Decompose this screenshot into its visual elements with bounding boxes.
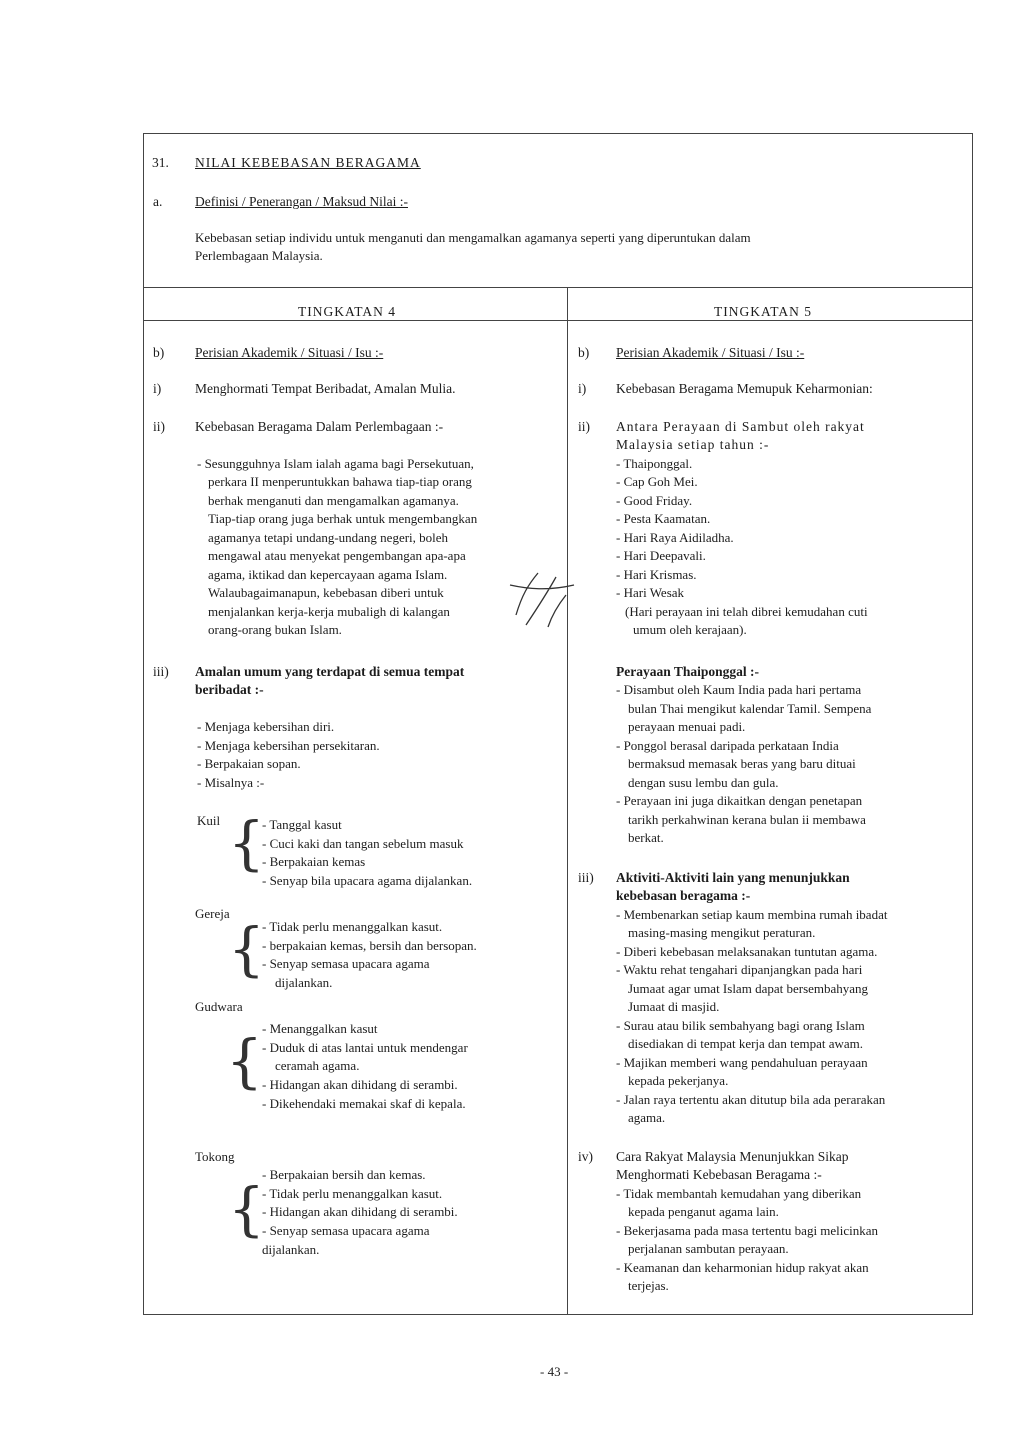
left-iii-item: - Berpakaian sopan.: [197, 756, 301, 771]
festival-note: (Hari perayaan ini telah dibrei kemudahan cuti: [625, 604, 868, 619]
left-ii-paragraph-line: orang-orang bukan Islam.: [208, 622, 342, 637]
right-ii-heading: Malaysia setiap tahun :-: [616, 437, 770, 452]
column-divider: [567, 287, 568, 1315]
place-name-kuil: Kuil: [197, 813, 221, 828]
festival-item: - Hari Krismas.: [616, 567, 697, 582]
thaiponggal-line: berkat.: [628, 830, 664, 845]
right-iv-line: - Keamanan dan keharmonian hidup rakyat akan: [616, 1260, 869, 1275]
left-ii-paragraph-line: - Sesungguhnya Islam ialah agama bagi Persekutuan,: [197, 456, 474, 471]
left-ii-paragraph-line: berhak menganuti dan mengamalkan agamanya.: [208, 493, 459, 508]
place-item: - Dikehendaki memakai skaf di kepala.: [262, 1096, 466, 1111]
place-item: - Hidangan akan dihidang di serambi.: [262, 1204, 458, 1219]
left-brace-icon: {: [226, 1027, 263, 1095]
left-ii-paragraph-line: Walaubagaimanapun, kebebasan diberi untuk: [208, 585, 444, 600]
page-number: - 43 -: [540, 1364, 569, 1379]
left-iii-item: - Menjaga kebersihan persekitaran.: [197, 738, 380, 753]
right-iii-heading: kebebasan beragama :-: [616, 888, 751, 903]
place-item: - Duduk di atas lantai untuk mendengar: [262, 1040, 468, 1055]
divider-header-bottom: [143, 287, 973, 288]
right-iii-line: - Waktu rehat tengahari dipanjangkan pada hari: [616, 962, 863, 977]
right-iii-line: - Surau atau bilik sembahyang bagi orang Islam: [616, 1018, 865, 1033]
right-iii-line: kepada pekerjanya.: [628, 1073, 729, 1088]
place-name-tokong: Tokong: [195, 1149, 235, 1164]
right-iii-line: masing-masing mengikut peraturan.: [628, 925, 816, 940]
thaiponggal-line: bermaksud memasak beras yang baru dituai: [628, 756, 856, 771]
right-iv-line: perjalanan sambutan perayaan.: [628, 1241, 789, 1256]
place-name-gereja: Gereja: [195, 906, 230, 921]
place-item: - Senyap bila upacara agama dijalankan.: [262, 873, 473, 888]
festival-item: - Hari Deepavali.: [616, 548, 706, 563]
thaiponggal-heading: Perayaan Thaiponggal :-: [616, 664, 760, 679]
right-iv-line: - Tidak membantah kemudahan yang diberikan: [616, 1186, 862, 1201]
item-a-label: a.: [153, 194, 163, 209]
place-item: - Berpakaian bersih dan kemas.: [262, 1167, 426, 1182]
place-name-gudwara: Gudwara: [195, 999, 243, 1014]
thaiponggal-line: tarikh perkahwinan kerana bulan ii membawa: [628, 812, 866, 827]
right-ii-label: ii): [578, 419, 590, 434]
left-iii-heading: beribadat :-: [195, 682, 264, 697]
right-iii-line: Jumaat agar umat Islam dapat bersembahyang: [628, 981, 869, 996]
place-item: ceramah agama.: [275, 1058, 360, 1073]
section-number: 31.: [152, 155, 169, 170]
right-b-heading: Perisian Akademik / Situasi / Isu :-: [616, 345, 805, 360]
right-iii-line: agama.: [628, 1110, 666, 1125]
left-ii-text: Kebebasan Beragama Dalam Perlembagaan :-: [195, 419, 444, 434]
right-ii-heading: Antara Perayaan di Sambut oleh rakyat: [616, 419, 865, 434]
place-item: - Senyap semasa upacara agama: [262, 956, 430, 971]
column-title-tingkatan-4: TINGKATAN 4: [298, 304, 397, 319]
definition-heading: Definisi / Penerangan / Maksud Nilai :-: [195, 194, 408, 209]
right-iv-heading: Menghormati Kebebasan Beragama :-: [616, 1167, 822, 1182]
section-title: NILAI KEBEBASAN BERAGAMA: [195, 155, 421, 170]
place-item: - Hidangan akan dihidang di serambi.: [262, 1077, 458, 1092]
right-iii-line: - Diberi kebebasan melaksanakan tuntutan agama.: [616, 944, 878, 959]
handwritten-annotation-icon: [508, 555, 578, 635]
place-item: - berpakaian kemas, bersih dan bersopan.: [262, 938, 477, 953]
right-iv-label: iv): [578, 1149, 593, 1164]
thaiponggal-line: perayaan menuai padi.: [628, 719, 746, 734]
place-item: - Menanggalkan kasut: [262, 1021, 378, 1036]
left-i-label: i): [153, 381, 162, 396]
left-iii-item: - Misalnya :-: [197, 775, 265, 790]
thaiponggal-line: - Perayaan ini juga dikaitkan dengan penetapan: [616, 793, 863, 808]
place-item: - Tidak perlu menanggalkan kasut.: [262, 919, 443, 934]
definition-line: Perlembagaan Malaysia.: [195, 248, 323, 263]
left-ii-paragraph-line: Tiap-tiap orang juga berhak untuk mengembangkan: [208, 511, 478, 526]
thaiponggal-line: - Ponggol berasal daripada perkataan India: [616, 738, 839, 753]
left-ii-paragraph-line: perkara II menperuntukkan bahawa tiap-tiap orang: [208, 474, 472, 489]
left-brace-icon: {: [228, 915, 265, 983]
place-item: - Tanggal kasut: [262, 817, 342, 832]
left-brace-icon: {: [228, 1175, 265, 1243]
right-iv-line: terjejas.: [628, 1278, 669, 1293]
right-iii-line: Jumaat di masjid.: [628, 999, 720, 1014]
festival-note: umum oleh kerajaan).: [633, 622, 747, 637]
left-ii-paragraph-line: agama, iktikad dan kepercayaan agama Islam.: [208, 567, 448, 582]
place-item: dijalankan.: [262, 1242, 320, 1257]
left-b-label: b): [153, 345, 165, 360]
thaiponggal-line: - Disambut oleh Kaum India pada hari pertama: [616, 682, 862, 697]
place-item: - Cuci kaki dan tangan sebelum masuk: [262, 836, 464, 851]
left-b-heading: Perisian Akademik / Situasi / Isu :-: [195, 345, 384, 360]
left-iii-label: iii): [153, 664, 169, 679]
divider-column-titles: [143, 320, 973, 321]
definition-line: Kebebasan setiap individu untuk menganuti dan mengamalkan agamanya seperti yang diperuntukan dalam: [195, 230, 751, 245]
right-iii-heading: Aktiviti-Aktiviti lain yang menunjukkan: [616, 870, 850, 885]
left-iii-item: - Menjaga kebersihan diri.: [197, 719, 335, 734]
festival-item: - Pesta Kaamatan.: [616, 511, 711, 526]
festival-item: - Cap Goh Mei.: [616, 474, 698, 489]
festival-item: - Thaiponggal.: [616, 456, 693, 471]
thaiponggal-line: dengan susu lembu dan gula.: [628, 775, 779, 790]
right-iii-line: - Jalan raya tertentu akan ditutup bila ada perarakan: [616, 1092, 886, 1107]
place-item: dijalankan.: [275, 975, 333, 990]
place-item: - Berpakaian kemas: [262, 854, 366, 869]
left-iii-heading: Amalan umum yang terdapat di semua tempat: [195, 664, 465, 679]
right-iii-line: - Majikan memberi wang pendahuluan perayaan: [616, 1055, 868, 1070]
right-iii-label: iii): [578, 870, 594, 885]
right-i-text: Kebebasan Beragama Memupuk Keharmonian:: [616, 381, 873, 396]
thaiponggal-line: bulan Thai mengikut kalendar Tamil. Sempena: [628, 701, 872, 716]
right-b-label: b): [578, 345, 590, 360]
right-iv-line: - Bekerjasama pada masa tertentu bagi melicinkan: [616, 1223, 879, 1238]
right-iii-line: disediakan di tempat kerja dan tempat awam.: [628, 1036, 863, 1051]
place-item: - Senyap semasa upacara agama: [262, 1223, 430, 1238]
left-brace-icon: {: [228, 809, 265, 877]
place-item: - Tidak perlu menanggalkan kasut.: [262, 1186, 443, 1201]
column-title-tingkatan-5: TINGKATAN 5: [714, 304, 813, 319]
festival-item: - Hari Raya Aidiladha.: [616, 530, 734, 545]
left-ii-paragraph-line: mengawal atau menyekat pengembangan apa-apa: [208, 548, 466, 563]
right-iv-line: kepada penganut agama lain.: [628, 1204, 779, 1219]
festival-item: - Good Friday.: [616, 493, 693, 508]
festival-item: - Hari Wesak: [616, 585, 685, 600]
left-ii-label: ii): [153, 419, 165, 434]
right-iv-heading: Cara Rakyat Malaysia Menunjukkan Sikap: [616, 1149, 849, 1164]
right-iii-line: - Membenarkan setiap kaum membina rumah ibadat: [616, 907, 888, 922]
left-ii-paragraph-line: menjalankan kerja-kerja mubaligh di kalangan: [208, 604, 450, 619]
right-i-label: i): [578, 381, 587, 396]
left-ii-paragraph-line: agamanya tetapi undang-undang negeri, boleh: [208, 530, 449, 545]
left-i-text: Menghormati Tempat Beribadat, Amalan Mulia.: [195, 381, 456, 396]
